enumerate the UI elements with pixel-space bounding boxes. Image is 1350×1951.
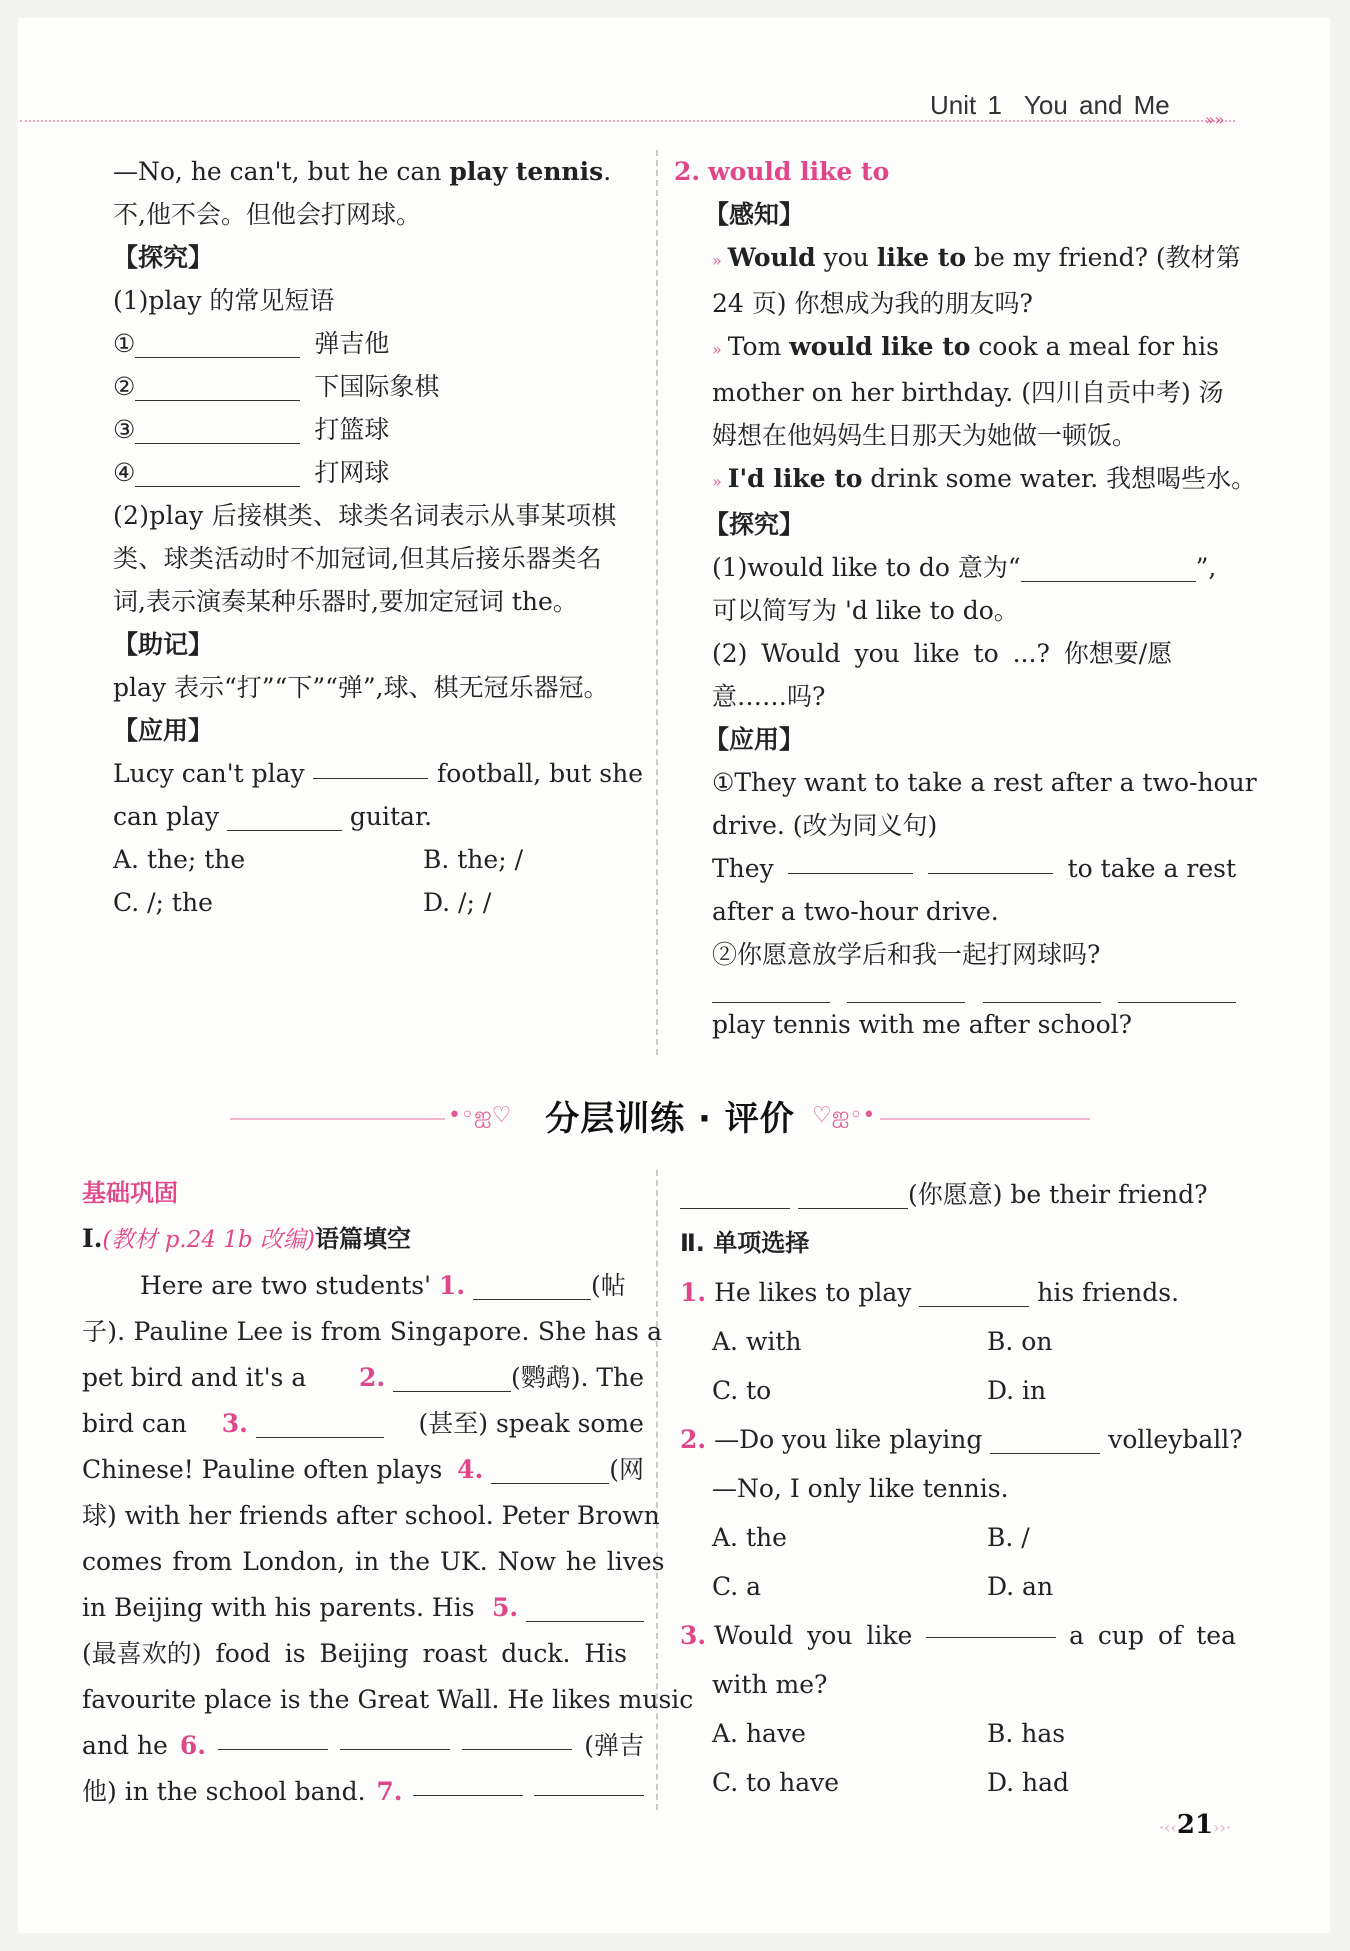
column-divider-bottom [656,1170,658,1810]
apply-heading: 【应用】 [113,716,214,745]
translation: 不,他不会。但他会打网球。 [113,200,421,229]
answer-blank[interactable] [680,1182,790,1209]
answer-blank[interactable] [788,847,913,874]
question-type: 语篇填空 [314,1225,411,1253]
text-line: 意……吗? [712,682,826,711]
question-line: Lucy can't play football, but she [113,752,643,795]
text-line: 可以简写为 'd like to do。 [712,596,1019,625]
option-b[interactable]: B. / [987,1523,1030,1552]
perceive-heading: 【感知】 [704,200,805,229]
text-line: (最喜欢的) food is Beijing roast duck. His [82,1639,627,1668]
answer-blank[interactable] [135,374,300,401]
answer-blank[interactable] [798,1182,908,1209]
section-number: 2. [674,157,701,186]
answer-blank[interactable] [473,1273,591,1300]
bold-phrase: play tennis [449,157,604,186]
answer-blank[interactable] [1118,976,1236,1003]
header-divider [20,120,1235,122]
text-line: ②你愿意放学后和我一起打网球吗? [712,940,1101,969]
right-bottom-column: (你愿意) be their friend? Ⅱ. 单项选择 1. He likes to play his friends. A. with B. on C. to D. in 2. —Do you like playing volleyball? —No, I only like tennis. A. the B. / C. a D. an 3. Would you like a cup of tea with me? A. have B. has C. to have D. had [680,1170,1236,1807]
phrase-item: ① 弹吉他 [113,329,390,358]
options-row [113,881,643,924]
phrase-item: ④ 打网球 [113,458,390,487]
column-divider-top [656,150,658,1055]
text-line: favourite place is the Great Wall. He likes music [82,1685,694,1714]
option-d[interactable]: D. an [987,1572,1054,1601]
options-row [712,1709,1236,1758]
answer-blank[interactable] [847,976,965,1003]
unit-title: You and Me [1023,90,1170,120]
phrase-item: ③ 打篮球 [113,415,390,444]
explore-heading: 【探究】 [704,510,805,539]
answer-blank[interactable] [218,1723,328,1750]
flourish-icon-left: •◦ஐ♡ [448,1103,512,1128]
text-line: . [603,157,612,186]
bullet-arrow-icon: » [712,251,722,270]
text-line: 姆想在他妈妈生日那天为她做一顿饭。 [712,421,1138,450]
answer-blank[interactable] [462,1723,572,1750]
answer-blank[interactable] [227,804,342,831]
answer-blank[interactable] [919,1280,1029,1307]
options-row [712,1366,1236,1415]
options-row [712,1562,1236,1611]
answer-blank[interactable] [712,976,830,1003]
question-source: (教材 p.24 1b 改编) [102,1227,315,1253]
text-line: after a two-hour drive. [712,897,999,926]
unit-header [930,90,1170,121]
options-row [712,1758,1236,1807]
right-top-column: 2. would like to 【感知】 » Would you like to be my friend? (教材第 24 页) 你想成为我的朋友吗? » Tom would like to cook a meal for his mother on her birthday. (四川自贡中考) 汤 姆想在他妈妈生日那天为她做一顿饭。 » I'd like to drink some water. 我想喝些水。 【探究】 (1)would like to do 意为“ ”, 可以简写为 'd like to do。 (2) Would you like to ...? 你想要/愿 意……吗? 【应用】 ①They want to take a rest after a two-hour drive. (改为同义句) They to take a rest after a two-hour drive. ②你愿意放学后和我一起打网球吗? play tennis with me after school? [676,150,1236,1046]
ornament-icon: ·‹‹ [1159,1818,1177,1837]
text-line: comes from London, in the UK. Now he lives [82,1547,665,1576]
text-line: with me? [712,1670,828,1699]
section-heading: 基础巩固 [82,1179,178,1207]
answer-blank[interactable] [534,1769,644,1796]
option-b[interactable]: B. the; / [423,845,523,874]
section-banner [230,1085,1090,1145]
question-label: Ⅰ. [82,1224,103,1253]
answer-blank[interactable] [135,417,300,444]
banner-line-right [880,1118,1090,1120]
text-line: —No, I only like tennis. [712,1474,1009,1503]
text-line: play tennis with me after school? [712,1010,1133,1040]
unit-label: Unit 1 [930,90,1002,120]
rule-line: 词,表示演奏某种乐器时,要加定冠词 the。 [113,587,578,616]
answer-blank[interactable] [313,752,428,779]
answer-blank[interactable] [1021,555,1196,582]
text-line: ①They want to take a rest after a two-hour [712,768,1257,797]
option-b[interactable]: B. has [987,1719,1066,1748]
option-c[interactable]: C. a [712,1572,762,1601]
answer-blank[interactable] [135,331,300,358]
answer-blank[interactable] [926,1611,1056,1638]
memo-heading: 【助记】 [113,630,214,659]
answer-blank[interactable] [413,1769,523,1796]
page-number: 21 [1176,1810,1214,1840]
rule-line: 类、球类活动时不加冠词,但其后接乐器类名 [113,544,602,573]
text-line: 子). Pauline Lee is from Singapore. She has a [82,1317,663,1346]
text-line: drive. (改为同义句) [712,811,938,840]
left-bottom-column: 基础巩固 Ⅰ.(教材 p.24 1b 改编)语篇填空 Here are two students' 1. (帖 子). Pauline Lee is from Singapore. She has a pet bird and it's a 2. (鹦鹉). The bird can 3. (甚至) speak some Chinese! Pauline often plays 4. (网 球) with her friends after school. Peter Brown comes from London, in the UK. Now he lives in Beijing with his parents. His 5. (最喜欢的) food is Beijing roast duck. His favourite place is the Great Wall. He likes music and he 6. (弹吉 他) in the school band. 7. [82,1170,644,1815]
memo-text: play 表示“打”“下”“弹”,球、棋无冠乐器冠。 [113,673,609,702]
double-chevron-icon: »» [1205,110,1225,129]
banner-title: 分层训练 · 评价 [545,1099,795,1139]
ornament-icon: ››· [1213,1818,1231,1837]
option-a[interactable]: A. the [712,1523,787,1552]
section-heading: Ⅱ. 单项选择 [680,1229,810,1257]
text-line: 24 页) 你想成为我的朋友吗? [712,289,1033,318]
option-c[interactable]: C. to [712,1376,772,1405]
option-a[interactable]: A. have [712,1719,806,1748]
options-row [712,1317,1236,1366]
answer-blank[interactable] [983,976,1101,1003]
flourish-icon-right: ♡ஐ◦• [812,1103,876,1128]
option-d[interactable]: D. /; / [423,888,492,917]
answer-blank[interactable] [340,1723,450,1750]
option-d[interactable]: D. had [987,1768,1070,1797]
answer-blank[interactable] [491,1457,609,1484]
answer-blank[interactable] [393,1365,511,1392]
apply-heading: 【应用】 [704,725,805,754]
option-a[interactable]: A. the; the [113,845,246,874]
text-line: 球) with her friends after school. Peter Brown [82,1501,660,1530]
rule-line: (2)play 后接棋类、球类名词表示从事某项棋 [113,501,617,530]
left-top-column [113,150,643,924]
answer-blank[interactable] [526,1595,644,1622]
text-line: mother on her birthday. (四川自贡中考) 汤 [712,378,1224,407]
text-line: (2) Would you like to ...? 你想要/愿 [712,639,1173,668]
answer-blank[interactable] [256,1411,384,1438]
option-a[interactable]: A. with [712,1327,802,1356]
phrase-item: ② 下国际象棋 [113,372,440,401]
options-row [113,838,643,881]
option-c[interactable]: C. /; the [113,888,213,917]
phrase-title: (1)play 的常见短语 [113,286,335,315]
question-line: can play guitar. [113,802,433,831]
banner-line-left [230,1118,445,1120]
bullet-arrow-icon: » [712,340,722,359]
option-d[interactable]: D. in [987,1376,1047,1405]
explore-heading: 【探究】 [113,243,214,272]
bullet-arrow-icon: » [712,472,722,491]
option-c[interactable]: C. to have [712,1768,840,1797]
page-number-box [1150,1810,1240,1840]
text-line: —No, he can't, but he can [113,157,450,186]
answer-blank[interactable] [990,1427,1100,1454]
answer-blank[interactable] [928,847,1053,874]
options-row [712,1513,1236,1562]
option-b[interactable]: B. on [987,1327,1053,1356]
answer-blank[interactable] [135,460,300,487]
section-title: would like to [708,157,890,186]
